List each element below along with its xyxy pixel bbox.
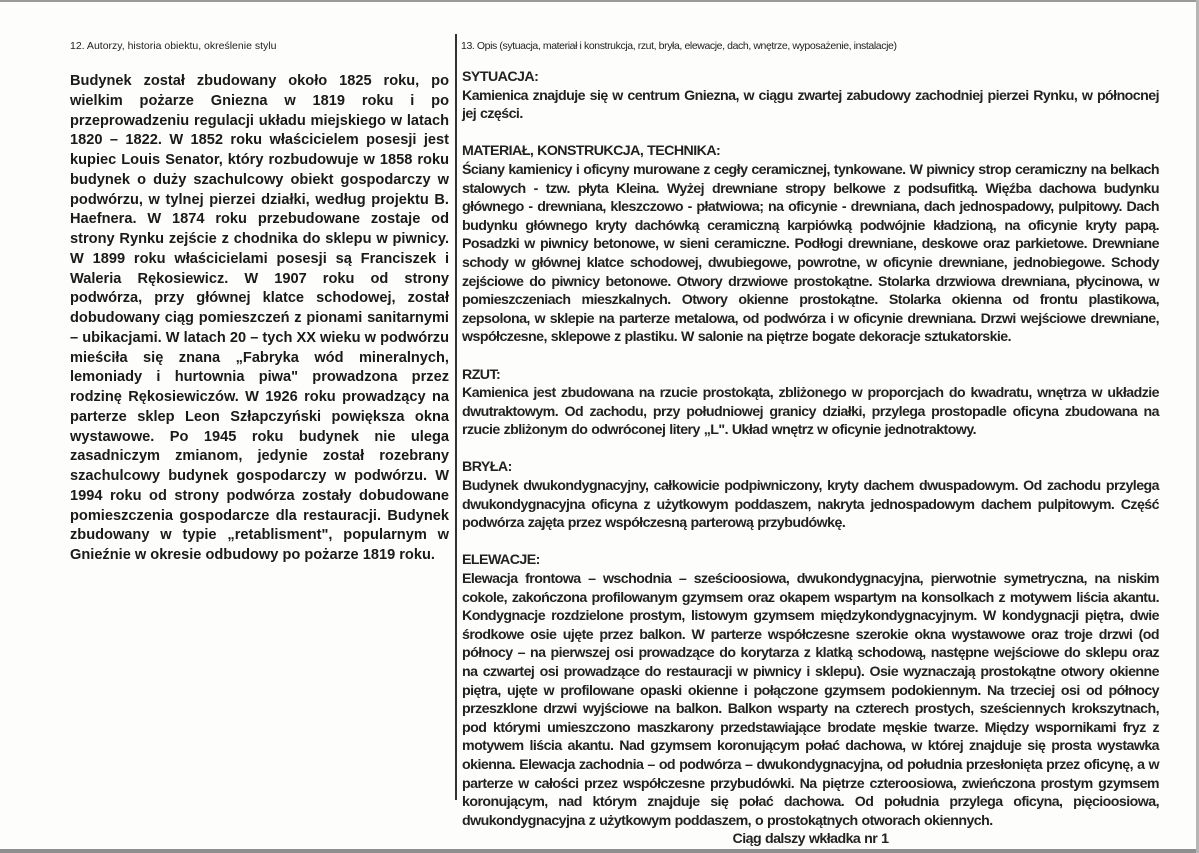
section-heading: RZUT:: [462, 366, 501, 383]
section-body: Budynek dwukondygnacyjny, całkowicie podpiwniczony, kryty dachem dwuspadowym. Od zachodu przylega dwukondygnacyjna oficyna z użytkowym poddaszem, nakryta jednospadowym dachem pulpitowym. Część podwórza zajęta przez współczesną parterową przybudówkę.: [462, 478, 1159, 532]
field-12-label: 12. Autorzy, historia obiektu, określenie stylu: [70, 40, 277, 52]
history-text: Budynek został zbudowany około 1825 roku, po wielkim pożarze Gniezna w 1819 roku i po przeprowadzeniu regulacji układu miejskiego w latach 1820 – 1822. W 1852 roku właścicielem posesji jest kupiec Louis Senator, który rozbudowuje w 1858 roku budynek o duży szachulcowy obiekt gospodarczy w podwórzu, w tylnej pierzei działki, według projektu B. Haefnera. W 1874 roku przebudowane zostaje od strony Rynku zejście z chodnika do sklepu w piwnicy. W 1899 roku właścicielami posesji są Franciszek i Waleria Rękosiewicz. W 1907 roku od strony podwórza, przy głównej klatce schodowej, został dobudowany ciąg pomieszczeń z pionami sanitarnymi – ubikacjami. W latach 20 – tych XX wieku w podwórzu mieściła się znana „Fabryka wód mineralnych, lemoniady i hurtownia piwa" prowadzona przez rodzinę Rękosiewiczów. W 1926 roku prowadzący na parterze sklep Leon Szłapczyński powiększa okna wystawowe. Po 1945 roku budynek nie ulega zasadniczym zmianom, jedynie został rozebrany szachulcowy budynek gospodarczy w podwórzu. W 1994 roku od strony podwórza zostały dobudowane pomieszczenia gospodarcze dla restauracji. Budynek zbudowany w typie „retablisment", popularnym w Gnieźnie w okresie odbudowy po pożarze 1819 roku.: [70, 73, 449, 563]
section-material: [462, 142, 1159, 347]
scan-edge-bottom: [0, 849, 1199, 853]
section-heading: BRYŁA:: [462, 459, 512, 476]
section-body: Kamienica znajduje się w centrum Gniezna, w ciągu zwartej zabudowy zachodniej pierzei Rynku, w północnej jej części.: [462, 87, 1159, 123]
column-divider: [455, 34, 457, 800]
description-column: [462, 68, 1159, 849]
section-heading: ELEWACJE:: [462, 552, 540, 569]
section-bryla: [462, 458, 1159, 532]
scan-edge-top: [0, 0, 1199, 2]
section-body: Elewacja frontowa – wschodnia – sześcioosiowa, dwukondygnacyjna, pierwotnie symetryczna, na niskim cokole, zakończona profilowanym gzymsem oraz okapem wspartym na konsolkach z motywem liścia akantu. Kondygnacje rozdzielone prostym, listowym gzymsem międzykondygnacyjnym. W kondygnacji piętra, dwie środkowe osie ujęte przez balkon. W parterze współczesne szerokie okna wystawowe oraz troje drzwi (od północy – na pierwszej osi prowadzące do korytarza z klatką schodową, następne wejściowe do sklepu oraz na czwartej osi prowadzące do restauracji w piwnicy i sklepu). Osie wyznaczają prostokątne otwory okienne piętra, ujęte w profilowane opaski okienne i połączone gzymsem podokiennym. Na trzeciej osi od północy przeszklone drzwi wyjściowe na balkon. Balkon wsparty na czterech prostych, sześciennych krokszytnach, pod którymi umieszczono maszkarony przedstawiające brodate męskie twarze. Między wspornikami fryz z motywem liścia akantu. Nad gzymsem koronującym połać dachowa, w której znajduje się prosta wystawka okienna. Elewacja zachodnia – od podwórza – dwukondygnacyjna, od południa przesłonięta przez oficynę, a w parterze w całości przez współczesne przybudówki. Na piętrze czteroosiowa, zwieńczona prostym gzymsem koronującym, nad którym znajduje się połać dachowa. Od południa przylega oficyna, pięcioosiowa, dwukondygnacyjna z użytkowym poddaszem, o prostokątnych otworach okiennych.: [462, 571, 1159, 829]
section-heading: MATERIAŁ, KONSTRUKCJA, TECHNIKA:: [462, 143, 721, 160]
continuation-note: Ciąg dalszy wkładka nr 1: [732, 831, 889, 848]
section-sytuacja: [462, 68, 1159, 124]
section-elewacje: [462, 551, 1159, 830]
field-13-label: 13. Opis (sytuacja, materiał i konstrukcja, rzut, bryła, elewacje, dach, wnętrze, wyposażenie, instalacje): [461, 40, 897, 52]
section-body: Kamienica jest zbudowana na rzucie prostokąta, zbliżonego w proporcjach do kwadratu, wnętrza w układzie dwutraktowym. Od zachodu, przy południowej granicy działki, przylega prostopadle oficyna zbudowana na rzucie zbliżonym do odwróconej litery „L". Układ wnętrz w oficynie jednotraktowy.: [462, 385, 1159, 439]
section-heading: SYTUACJA:: [462, 69, 539, 85]
section-rzut: [462, 366, 1159, 440]
section-body: Ściany kamienicy i oficyny murowane z cegły ceramicznej, tynkowane. W piwnicy strop ceramiczny na belkach stalowych - tzw. płyta Kleina. Wyżej drewniane stropy belkowe z podsufitką. Więźba dachowa budynku głównego - drewniana, kleszczowo - płatwiowa; na oficynie - drewniana, dach jednospadowy, pulpitowy. Dach budynku głównego kryty dachówką ceramiczną karpiówką podwójnie kładzioną, na oficynie kryty papą. Posadzki w piwnicy betonowe, w sieni ceramiczne. Podłogi drewniane, deskowe oraz parkietowe. Drewniane schody w głównej klatce schodowej, dwubiegowe, powrotne, w oficynie drewniane, jednobiegowe. Schody zejściowe do piwnicy betonowe. Otwory drzwiowe prostokątne. Stolarka drzwiowa drewniana, płycinowa, w pomieszczeniach mieszkalnych. Otwory okienne prostokątne. Stolarka okienna od frontu plastikowa, zepsolona, w sklepie na parterze metalowa, od podwórza i w oficynie drewniana. Drzwi wejściowe drewniane, współczesne, sklepowe z plastiku. W salonie na piętrze bogate dekoracje sztukatorskie.: [462, 161, 1159, 346]
